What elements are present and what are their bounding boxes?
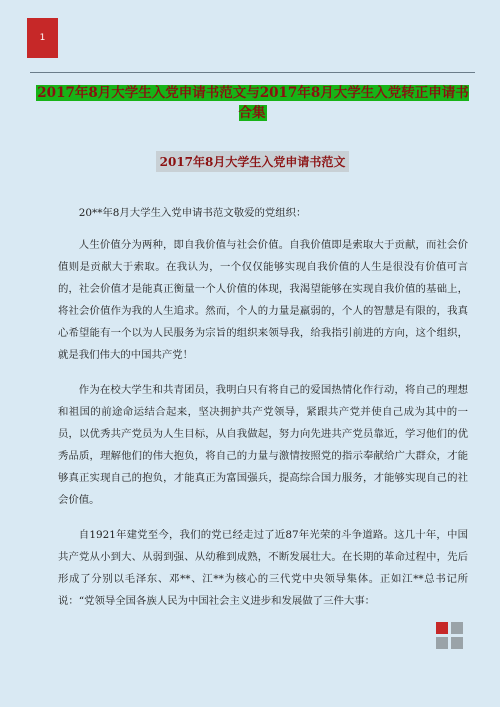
greeting-paragraph: 20**年8月大学生入党申请书范文敬爱的党组织： <box>78 207 307 219</box>
header-divider <box>30 72 475 73</box>
title-block <box>30 82 475 122</box>
grid-squares-icon <box>436 622 464 650</box>
section-subtitle: 2017年8月大学生入党申请书范文 <box>156 151 350 172</box>
document-body <box>58 202 468 625</box>
subtitle-block <box>30 151 475 172</box>
body-paragraph: 自1921年建党至今，我们的党已经走过了近87年光荣的斗争道路。这几十年，中国共产党从小到大、从弱到强、从幼稚到成熟，不断发展壮大。在长期的革命过程中，先后形成了分别以毛泽东、邓**、江**为核心的三代党中央领导集体。正如江**总书记所说：“党领导全国各族人民为中国社会主义进步和发展做了三件大事： <box>58 529 468 607</box>
body-paragraph: 作为在校大学生和共青团员，我明白只有将自己的爱国热情化作行动，将自己的理想和祖国的前途命运结合起来，坚决拥护共产党领导，紧跟共产党并使自己成为其中的一员，以优秀共产党员为人生目标，从自我做起，努力向先进共产党员靠近，学习他们的优秀品质，理解他们的伟大抱负，将自己的力量与激情按照党的指示奉献给广大群众，才能够真正实现自己的抱负，才能真正为富国强兵，提高综合国力服务，才能够实现自己的社会价值。 <box>58 384 468 506</box>
body-paragraph: 人生价值分为两种，即自我价值与社会价值。自我价值即是索取大于贡献，而社会价值则是贡献大于索取。在我认为，一个仅仅能够实现自我价值的人生是很没有价值可言的，社会价值才是能真正衡量一个人价值的体现，我渴望能够在实现自我价值的基础上，将社会价值作为我的人生追求。然而，个人的力量是羸弱的，个人的智慧是有限的，我真心希望能有一个以为人民服务为宗旨的组织来领导我，给我指引前进的方向，这个组织，就是我们伟大的中国共产党！ <box>58 239 468 361</box>
document-title: 2017年8月大学生入党申请书范文与2017年8月大学生入党转正申请书合集 <box>37 85 469 121</box>
page-number-badge: 1 <box>27 18 58 58</box>
